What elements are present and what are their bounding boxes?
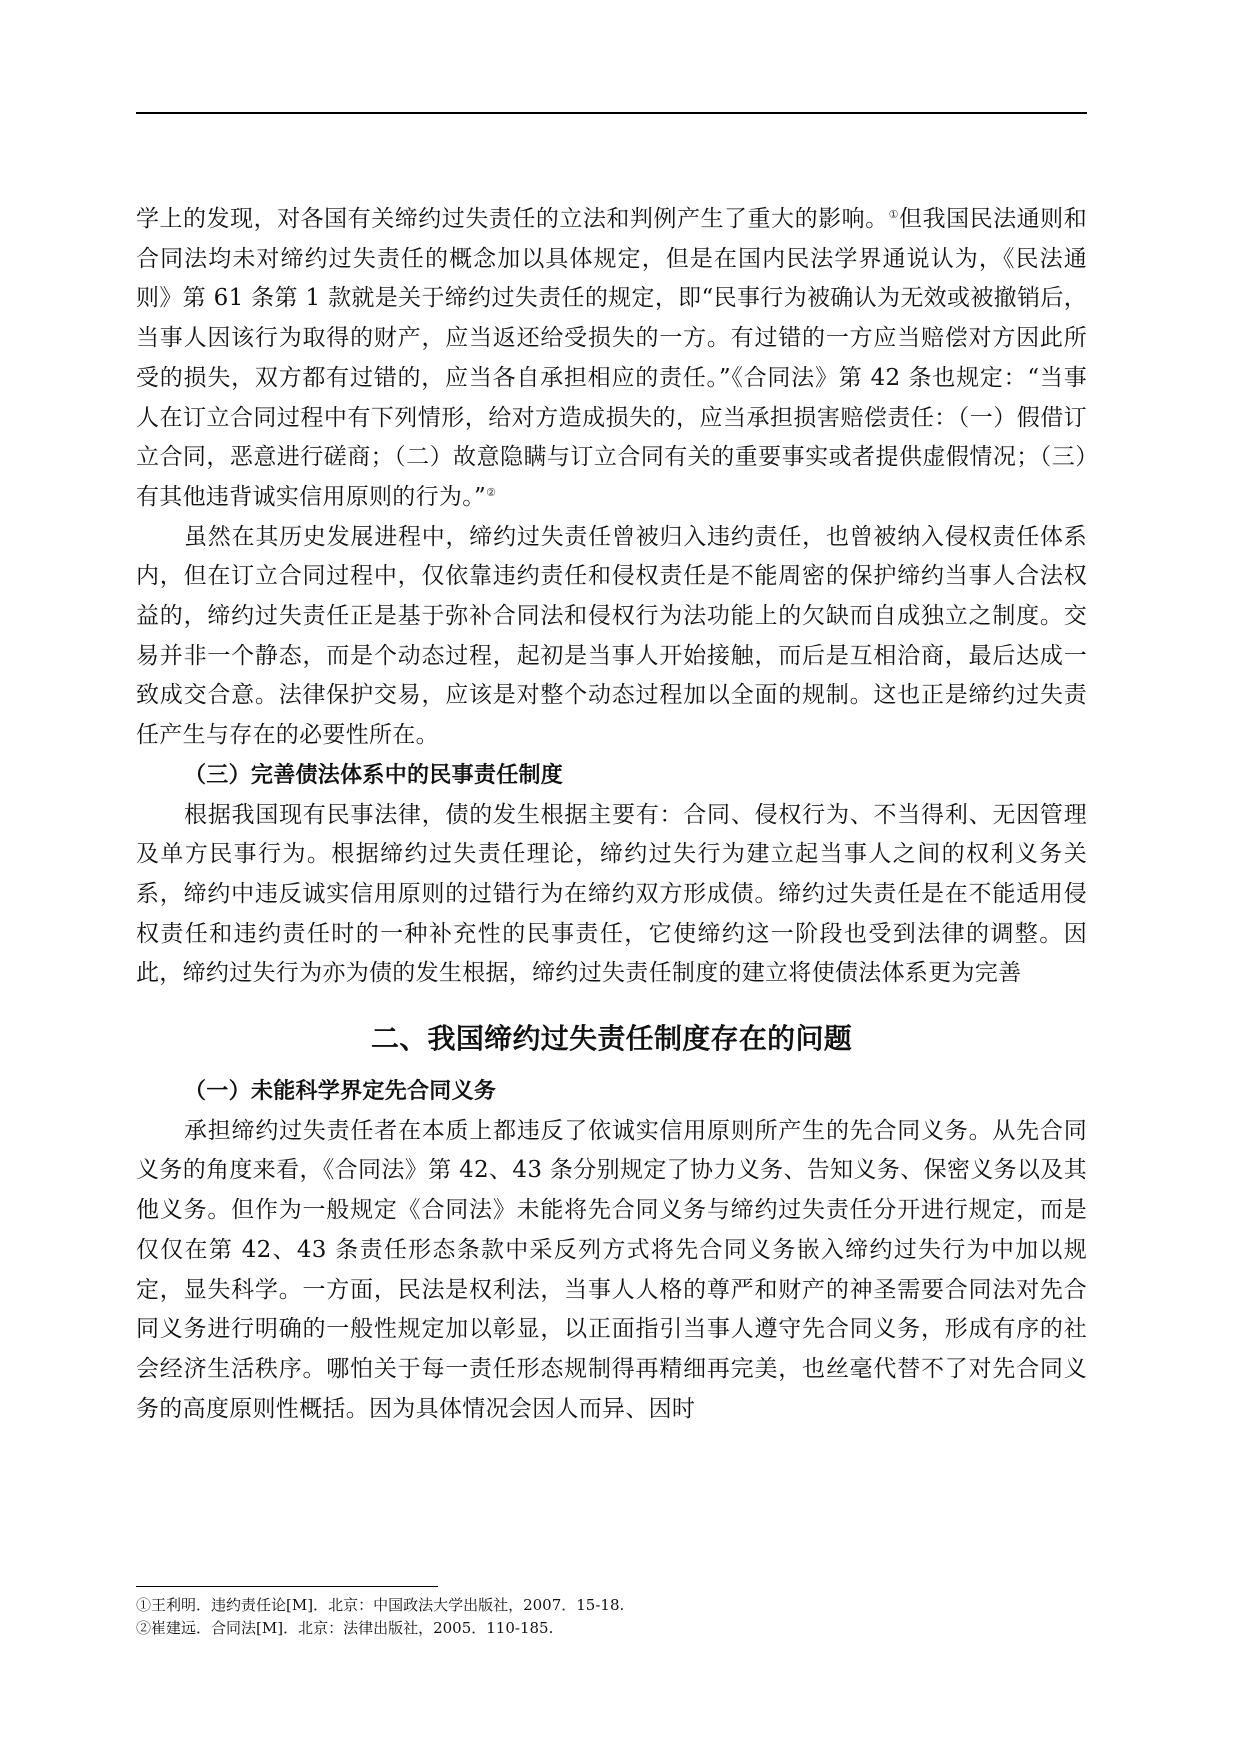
subheading-1: （一）未能科学界定先合同义务 [184,1079,497,1105]
page-body [136,200,1087,1429]
subheading-3: （三）完善债法体系中的民事责任制度 [184,762,564,788]
paragraph-1-continued: 但我国民法通则和合同法均未对缔约过失责任的概念加以具体规定，但是在国内民法学界通说认为，《民法通则》第 61 条第 1 款就是关于缔约过失责任的规定，即“民事行为被确认为无效或被撤销后，当事人因该行为取得的财产，应当返还给受损失的一方。有过错的一方应当赔偿对方因此所受的损失，双方都有过错的，应当各自承担相应的责任。”《合同法》第 42 条也规定：“当事人在订立合同过程中有下列情形，给对方造成损失的，应当承担损害赔偿责任：（一）假借订立合同，恶意进行磋商；（二）故意隐瞒与订立合同有关的重要事实或者提供虚假情况；（三）有其他违背诚实信用原则的行为。” [136,206,1087,510]
footnotes [136,1594,1087,1640]
section-title: 二、我国缔约过失责任制度存在的问题 [370,1022,853,1056]
paragraph-4: 承担缔约过失责任者在本质上都违反了依诚实信用原则所产生的先合同义务。从先合同义务的角度来看，《合同法》第 42、43 条分别规定了协力义务、告知义务、保密义务以及其他义务。但作为一般规定《合同法》未能将先合同义务与缔约过失责任分开进行规定，而是仅仅在第 42、43 条责任形态条款中采反列方式将先合同义务嵌入缔约过失行为中加以规定，显失科学。一方面，民法是权利法，当事人人格的尊严和财产的神圣需要合同法对先合同义务进行明确的一般性规定加以彰显，以正面指引当事人遵守先合同义务，形成有序的社会经济生活秩序。哪怕关于每一责任形态规制得再精细再完美，也丝毫代替不了对先合同义务的高度原则性概括。因为具体情况会因人而异、因时 [136,1117,1087,1422]
header-rule [136,112,1087,114]
paragraph-3: 根据我国现有民事法律，债的发生根据主要有：合同、侵权行为、不当得利、无因管理及单方民事行为。根据缔约过失责任理论，缔约过失行为建立起当事人之间的权利义务关系，缔约中违反诚实信用原则的过错行为在缔约双方形成债。缔约过失责任是在不能适用侵权责任和违约责任时的一种补充性的民事责任，它使缔约这一阶段也受到法律的调整。因此，缔约过失行为亦为债的发生根据，缔约过失责任制度的建立将使债法体系更为完善 [136,801,1087,987]
footnote-1: ①王利明．违约责任论[M]．北京：中国政法大学出版社，2007．15-18. [136,1596,625,1614]
paragraph-2: 虽然在其历史发展进程中，缔约过失责任曾被归入违约责任，也曾被纳入侵权责任体系内，但在订立合同过程中，仅依靠违约责任和侵权责任是不能周密的保护缔约当事人合法权益的，缔约过失责任正是基于弥补合同法和侵权行为法功能上的欠缺而自成独立之制度。交易并非一个静态，而是个动态过程，起初是当事人开始接触，而后是互相洽商，最后达成一致成交合意。法律保护交易，应该是对整个动态过程加以全面的规制。这也正是缔约过失责任产生与存在的必要性所在。 [136,523,1087,749]
footnote-ref-1[interactable]: ① [888,208,900,221]
paragraph-1 [136,200,1087,518]
paragraph-1-text: 学上的发现，对各国有关缔约过失责任的立法和判例产生了重大的影响。 [136,206,889,232]
footnote-ref-2[interactable]: ② [486,485,497,499]
footnote-rule [136,1586,438,1587]
footnote-2: ②崔建远．合同法[M]．北京：法律出版社，2005．110-185. [136,1619,554,1637]
